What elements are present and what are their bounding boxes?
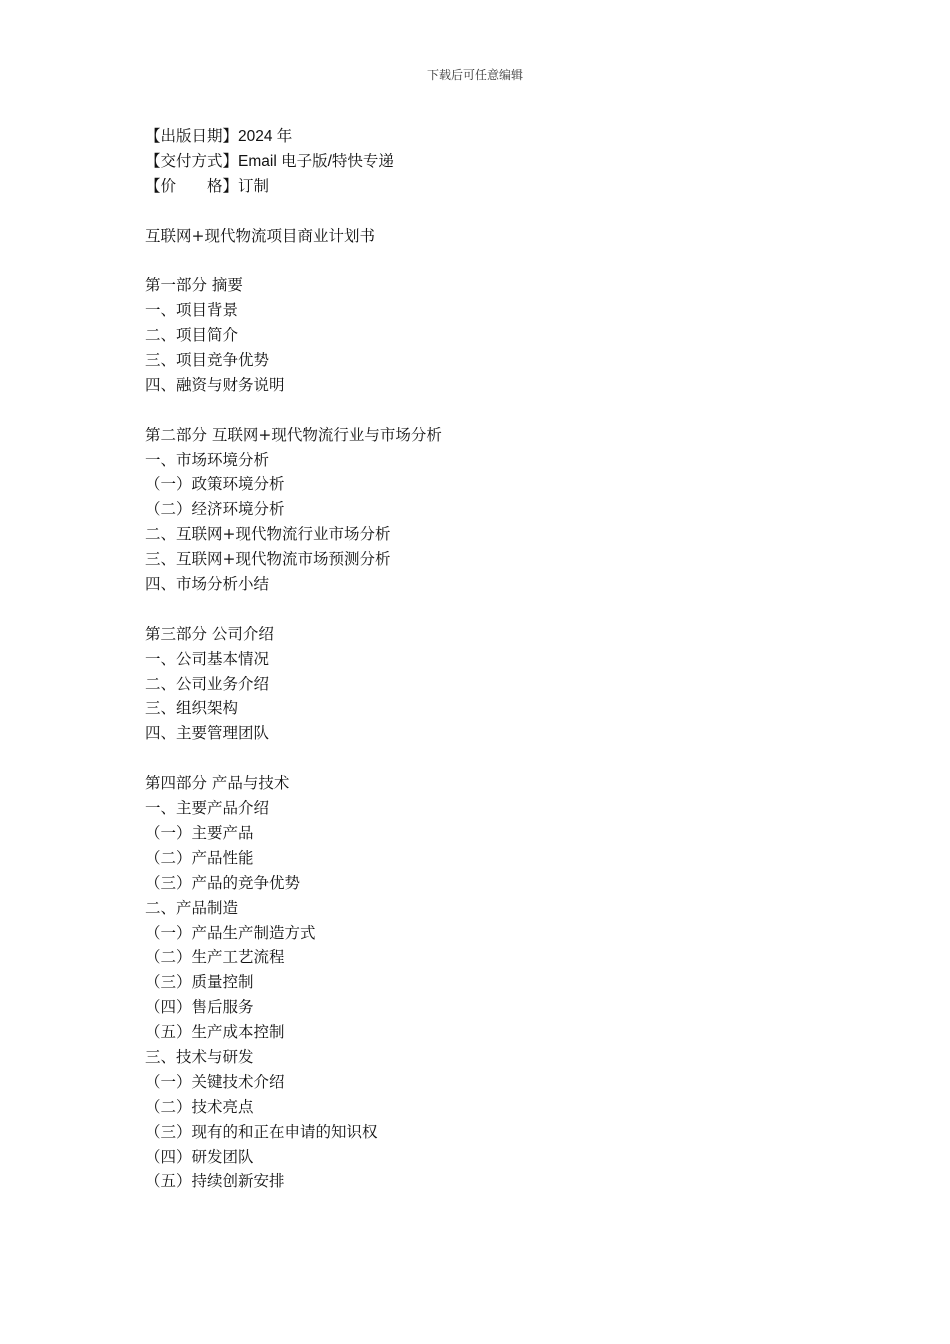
spacer [145, 746, 825, 771]
spacer [145, 398, 825, 423]
section-title: 第三部分 公司介绍 [145, 624, 274, 643]
toc-item: （二）产品性能 [145, 848, 254, 867]
spacer [145, 199, 825, 224]
toc-item: 三、组织架构 [145, 699, 239, 718]
toc-item: （五）持续创新安排 [145, 1172, 285, 1191]
meta-value: 2024 年 [238, 128, 293, 145]
meta-delivery [145, 149, 825, 174]
toc-item: 三、互联网+现代物流市场预测分析 [145, 550, 391, 569]
toc-item: （一）政策环境分析 [145, 475, 285, 494]
toc-item: 二、公司业务介绍 [145, 674, 270, 693]
section-title: 第四部分 产品与技术 [145, 774, 290, 793]
toc-item: （二）生产工艺流程 [145, 948, 285, 967]
toc-item: （二）经济环境分析 [145, 500, 285, 519]
toc-item: 一、市场环境分析 [145, 450, 270, 469]
meta-key: 【价 格】 [145, 176, 239, 195]
toc-item: 一、项目背景 [145, 301, 239, 320]
toc-item: 二、互联网+现代物流行业市场分析 [145, 525, 391, 544]
section-title: 第一部分 摘要 [145, 276, 243, 295]
toc-item: 三、技术与研发 [145, 1047, 254, 1066]
toc-item: （一）关键技术介绍 [145, 1072, 285, 1091]
section-title: 第二部分 互联网+现代物流行业与市场分析 [145, 425, 442, 444]
meta-value: 订制 [238, 177, 270, 195]
toc-item: （五）生产成本控制 [145, 1023, 285, 1042]
meta-key: 【出版日期】 [145, 127, 239, 145]
spacer [145, 248, 825, 273]
table-of-contents [145, 248, 825, 1194]
toc-item: 三、项目竞争优势 [145, 351, 270, 370]
meta-publish-date [145, 124, 825, 149]
toc-item: （三）现有的和正在申请的知识权 [145, 1122, 378, 1141]
toc-item: 四、融资与财务说明 [145, 375, 285, 394]
toc-item: （四）研发团队 [145, 1147, 254, 1166]
toc-item: 四、市场分析小结 [145, 575, 270, 594]
toc-item: （四）售后服务 [145, 998, 254, 1017]
page-header-note: 下载后可任意编辑 [426, 68, 523, 82]
toc-item: 一、主要产品介绍 [145, 799, 270, 818]
toc-item: （二）技术亮点 [145, 1097, 254, 1116]
document-title: 互联网+现代物流项目商业计划书 [145, 226, 375, 245]
meta-value: Email 电子版/特快专递 [238, 152, 394, 170]
toc-item: （一）主要产品 [145, 823, 254, 842]
toc-item: 四、主要管理团队 [145, 724, 270, 743]
toc-item: （三）产品的竞争优势 [145, 873, 301, 892]
meta-key: 【交付方式】 [145, 151, 239, 170]
spacer [145, 597, 825, 622]
meta-price [145, 174, 825, 199]
toc-item: 一、公司基本情况 [145, 649, 270, 668]
toc-item: 二、项目简介 [145, 326, 239, 345]
toc-item: （一）产品生产制造方式 [145, 923, 316, 942]
toc-item: 二、产品制造 [145, 898, 239, 917]
toc-item: （三）质量控制 [145, 973, 254, 992]
document-body [145, 124, 825, 1194]
